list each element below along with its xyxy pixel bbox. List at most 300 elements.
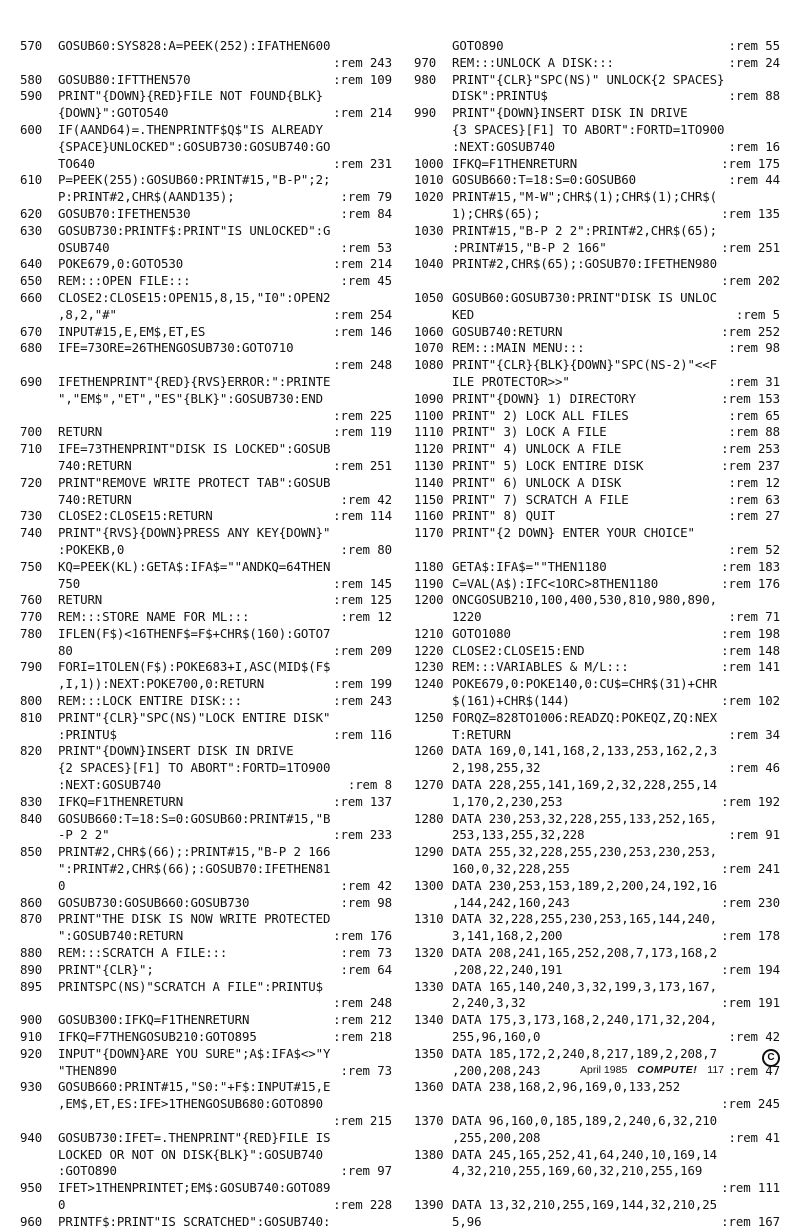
- code-line: [20, 340, 392, 357]
- code-text: 740:RETURN: [58, 491, 132, 507]
- line-number: [20, 492, 58, 509]
- code-text: RETURN: [58, 424, 103, 440]
- line-number: 1360: [414, 1079, 444, 1095]
- line-number: [20, 1163, 58, 1180]
- line-number: 630: [20, 222, 43, 238]
- code-text: DATA 228,255,141,169,2,32,228,255,14: [452, 777, 717, 793]
- code-line: [414, 928, 780, 945]
- checksum-rem: :rem 243: [333, 54, 392, 70]
- code-text: INPUT#15,E,EM$,ET,ES: [58, 323, 206, 339]
- line-number: 670: [20, 323, 43, 339]
- line-number: [20, 1063, 58, 1080]
- checksum-rem: :rem 109: [333, 71, 392, 87]
- checksum-rem: :rem 114: [333, 508, 392, 524]
- checksum-rem: [386, 559, 392, 576]
- line-number: [414, 995, 452, 1012]
- code-text: :PRINT#15,"B-P 2 166": [452, 239, 607, 255]
- checksum-rem: :rem 228: [333, 1196, 392, 1212]
- code-line: [20, 1113, 392, 1130]
- line-number: [20, 458, 58, 475]
- code-line: [414, 609, 780, 626]
- line-number: 1240: [414, 676, 444, 692]
- checksum-rem: :rem 248: [333, 995, 392, 1011]
- code-text: DATA 13,32,210,255,169,144,32,210,25: [452, 1196, 717, 1212]
- checksum-rem: :rem 176: [333, 928, 392, 944]
- code-text: $(161)+CHR$(144): [452, 693, 570, 709]
- code-line: [20, 643, 392, 660]
- checksum-rem: [386, 811, 392, 828]
- code-text: DATA 230,253,153,189,2,200,24,192,16: [452, 877, 717, 893]
- code-line: [20, 240, 392, 257]
- code-text: DATA 165,140,240,3,32,199,3,173,167,: [452, 978, 717, 994]
- line-number: 1250: [414, 709, 444, 725]
- code-line: [20, 475, 392, 492]
- code-line: [20, 458, 392, 475]
- code-line: [20, 995, 392, 1012]
- checksum-rem: [774, 743, 780, 760]
- code-text: ,EM$,ET,ES:IFE>1THENGOSUB680:GOTO890: [58, 1096, 323, 1112]
- code-text: INPUT"{DOWN}ARE YOU SURE";A$:IFA$<>"Y: [58, 1045, 331, 1061]
- line-number: [20, 1096, 58, 1113]
- code-text: REM:::UNLOCK A DISK:::: [452, 54, 614, 70]
- line-number: 950: [20, 1180, 43, 1196]
- checksum-rem: :rem 12: [340, 609, 392, 625]
- checksum-rem: :rem 199: [333, 676, 392, 692]
- code-text: DATA 32,228,255,230,253,165,144,240,: [452, 911, 717, 927]
- code-line: [20, 307, 392, 324]
- checksum-rem: :rem 53: [340, 239, 392, 255]
- line-number: 860: [20, 894, 43, 910]
- code-text: GOSUB730:GOSUB660:GOSUB730: [58, 894, 250, 910]
- checksum-rem: :rem 141: [721, 659, 780, 675]
- code-line: [20, 542, 392, 559]
- code-text: REM:::LOCK ENTIRE DISK:::: [58, 693, 242, 709]
- checksum-rem: :rem 31: [728, 373, 780, 389]
- checksum-rem: [386, 760, 392, 777]
- code-text: REM:::STORE NAME FOR ML:::: [58, 609, 250, 625]
- code-text: ,144,242,160,243: [452, 894, 570, 910]
- line-number: 590: [20, 88, 43, 104]
- checksum-rem: [386, 1079, 392, 1096]
- code-text: IFKQ=F1THENRETURN: [452, 155, 578, 171]
- line-number: 990: [414, 105, 437, 121]
- code-line: [414, 861, 780, 878]
- code-line: [414, 139, 780, 156]
- code-line: [414, 458, 780, 475]
- code-line: [20, 189, 392, 206]
- code-line: [414, 693, 780, 710]
- line-number: [414, 1096, 452, 1113]
- checksum-rem: :rem 45: [340, 273, 392, 289]
- checksum-rem: :rem 145: [333, 575, 392, 591]
- code-text: POKE679,0:POKE140,0:CU$=CHR$(31)+CHR: [452, 676, 717, 692]
- end-of-listing-mark: C: [762, 1049, 780, 1067]
- code-line: [414, 374, 780, 391]
- line-number: 680: [20, 340, 43, 356]
- line-number: 1000: [414, 155, 444, 171]
- checksum-rem: :rem 24: [728, 54, 780, 70]
- checksum-rem: :rem 135: [721, 205, 780, 221]
- line-number: [414, 693, 452, 710]
- checksum-rem: :rem 251: [721, 239, 780, 255]
- line-number: [20, 55, 58, 72]
- code-text: GOSUB60:SYS828:A=PEEK(252):IFATHEN600: [58, 38, 331, 53]
- line-number: 600: [20, 121, 43, 137]
- code-text: ","EM$","ET","ES"{BLK}":GOSUB730:END: [58, 390, 323, 406]
- checksum-rem: [774, 979, 780, 996]
- code-line: [20, 1096, 392, 1113]
- code-line: [20, 525, 392, 542]
- code-text: KED: [452, 306, 475, 322]
- code-text: 1220: [452, 609, 482, 625]
- code-line: [20, 1180, 392, 1197]
- checksum-rem: [774, 811, 780, 828]
- checksum-rem: :rem 34: [728, 726, 780, 742]
- line-number: [414, 1163, 452, 1180]
- code-line: [414, 156, 780, 173]
- line-number: 570: [20, 38, 43, 53]
- code-line: [414, 676, 780, 693]
- code-line: [20, 945, 392, 962]
- code-text: ":PRINT#2,CHR$(66);:GOSUB70:IFETHEN81: [58, 861, 331, 877]
- line-number: 910: [20, 1029, 43, 1045]
- line-number: 870: [20, 911, 43, 927]
- code-line: [414, 962, 780, 979]
- code-text: GOSUB730:IFET=.THENPRINT"{RED}FILE IS: [58, 1129, 331, 1145]
- code-text: ILE PROTECTOR>>": [452, 373, 570, 389]
- checksum-rem: :rem 65: [728, 407, 780, 423]
- code-line: [20, 290, 392, 307]
- code-text: 80: [58, 642, 73, 658]
- code-text: 2,240,3,32: [452, 995, 526, 1011]
- code-line: [20, 1147, 392, 1164]
- line-number: 1310: [414, 911, 444, 927]
- checksum-rem: :rem 137: [333, 793, 392, 809]
- checksum-rem: :rem 119: [333, 424, 392, 440]
- code-line: [414, 1029, 780, 1046]
- line-number: [20, 676, 58, 693]
- code-text: ONCGOSUB210,100,400,530,810,980,890,: [452, 592, 717, 608]
- listing-column-right: [414, 38, 780, 1231]
- code-text: PRINT"{DOWN}INSERT DISK IN DRIVE: [452, 105, 688, 121]
- code-text: PRINT"REMOVE WRITE PROTECT TAB":GOSUB: [58, 474, 331, 490]
- code-text: [452, 1180, 715, 1197]
- checksum-rem: :rem 42: [340, 877, 392, 893]
- code-line: [20, 911, 392, 928]
- code-line: [414, 1012, 780, 1029]
- checksum-rem: :rem 88: [728, 424, 780, 440]
- checksum-rem: :rem 16: [728, 138, 780, 154]
- code-text: [58, 1113, 327, 1130]
- code-text: 740:RETURN: [58, 457, 132, 473]
- line-number: 1180: [414, 558, 444, 574]
- line-number: 1390: [414, 1196, 444, 1212]
- code-text: RETURN: [58, 592, 103, 608]
- checksum-rem: [386, 391, 392, 408]
- checksum-rem: :rem 167: [721, 1213, 780, 1229]
- code-text: CLOSE2:CLOSE15:END: [452, 642, 585, 658]
- code-text: DATA 169,0,141,168,2,133,253,162,2,3: [452, 743, 717, 759]
- code-line: [20, 1197, 392, 1214]
- code-text: [452, 273, 715, 290]
- checksum-rem: :rem 73: [340, 1062, 392, 1078]
- checksum-rem: [386, 290, 392, 307]
- code-text: GOSUB300:IFKQ=F1THENRETURN: [58, 1012, 250, 1028]
- line-number: [414, 38, 452, 55]
- code-text: PRINT"{CLR}"SPC(NS)"LOCK ENTIRE DISK": [58, 709, 331, 725]
- line-number: 580: [20, 71, 43, 87]
- code-line: [20, 626, 392, 643]
- line-number: [414, 794, 452, 811]
- line-number: 960: [20, 1213, 43, 1229]
- code-text: GOSUB70:IFETHEN530: [58, 205, 191, 221]
- line-number: 850: [20, 844, 43, 860]
- line-number: [20, 139, 58, 156]
- code-text: 750: [58, 575, 81, 591]
- checksum-rem: [386, 911, 392, 928]
- code-text: C=VAL(A$):IFC<1ORC>8THEN1180: [452, 575, 659, 591]
- code-line: [414, 307, 780, 324]
- line-number: 1120: [414, 441, 444, 457]
- code-line: [414, 424, 780, 441]
- code-text: [58, 55, 327, 72]
- code-text: ,208,22,240,191: [452, 961, 563, 977]
- checksum-rem: :rem 191: [721, 995, 780, 1011]
- line-number: 1170: [414, 525, 444, 541]
- checksum-rem: [774, 676, 780, 693]
- code-text: 4,32,210,255,169,60,32,210,255,169: [452, 1163, 703, 1179]
- line-number: 1350: [414, 1045, 444, 1061]
- code-text: 5,96: [452, 1213, 482, 1229]
- line-number: 890: [20, 961, 43, 977]
- code-line: [414, 1197, 780, 1214]
- code-text: 253,133,255,32,228: [452, 827, 585, 843]
- code-text: PRINT" 2) LOCK ALL FILES: [452, 407, 629, 423]
- code-line: [20, 139, 392, 156]
- line-number: 1380: [414, 1146, 444, 1162]
- code-text: PRINT" 7) SCRATCH A FILE: [452, 491, 629, 507]
- code-text: ,200,208,243: [452, 1062, 541, 1078]
- code-text: POKE679,0:GOTO530: [58, 256, 184, 272]
- code-line: [20, 391, 392, 408]
- code-line: [20, 760, 392, 777]
- checksum-rem: [386, 710, 392, 727]
- checksum-rem: [774, 256, 780, 273]
- line-number: [414, 139, 452, 156]
- checksum-rem: :rem 98: [340, 894, 392, 910]
- checksum-rem: :rem 73: [340, 945, 392, 961]
- code-text: DATA 96,160,0,185,189,2,240,6,32,210: [452, 1113, 717, 1128]
- code-text: PRINT#15,"B-P 2 2":PRINT#2,CHR$(65);: [452, 222, 717, 238]
- line-number: 1130: [414, 457, 444, 473]
- code-text: :PRINTU$: [58, 726, 117, 742]
- code-line: [414, 240, 780, 257]
- line-number: 830: [20, 793, 43, 809]
- line-number: 640: [20, 256, 43, 272]
- line-number: 700: [20, 424, 43, 440]
- checksum-rem: [774, 592, 780, 609]
- line-number: 1040: [414, 256, 444, 272]
- checksum-rem: [386, 223, 392, 240]
- checksum-rem: [386, 525, 392, 542]
- line-number: 750: [20, 558, 43, 574]
- code-line: [414, 542, 780, 559]
- line-number: [414, 273, 452, 290]
- line-number: 1150: [414, 491, 444, 507]
- checksum-rem: :rem 55: [728, 38, 780, 53]
- code-text: REM:::SCRATCH A FILE:::: [58, 945, 228, 961]
- line-number: [20, 408, 58, 425]
- code-text: IF(AAND64)=.THENPRINTF$Q$"IS ALREADY: [58, 121, 323, 137]
- checksum-rem: :rem 97: [340, 1163, 392, 1179]
- code-text: LOCKED OR NOT ON DISK{BLK}":GOSUB740: [58, 1146, 323, 1162]
- issue-date: April 1985: [580, 1064, 628, 1076]
- checksum-rem: :rem 218: [333, 1029, 392, 1045]
- checksum-rem: [774, 525, 780, 542]
- code-line: [20, 508, 392, 525]
- code-text: DATA 230,253,32,228,255,133,252,165,: [452, 810, 717, 826]
- code-line: [414, 592, 780, 609]
- code-text: 0: [58, 877, 66, 893]
- checksum-rem: :rem 214: [333, 105, 392, 121]
- checksum-rem: [774, 1147, 780, 1164]
- code-line: [20, 357, 392, 374]
- code-line: [20, 273, 392, 290]
- checksum-rem: [774, 105, 780, 122]
- checksum-rem: [386, 743, 392, 760]
- code-text: DATA 185,172,2,240,8,217,189,2,208,7: [452, 1045, 717, 1061]
- code-line: [20, 895, 392, 912]
- code-line: [20, 777, 392, 794]
- checksum-rem: :rem 153: [721, 390, 780, 406]
- code-line: [20, 844, 392, 861]
- line-number: [414, 827, 452, 844]
- code-text: PRINTSPC(NS)"SCRATCH A FILE":PRINTU$: [58, 978, 323, 994]
- code-text: FORQZ=828TO1006:READZQ:POKEQZ,ZQ:NEX: [452, 709, 717, 725]
- code-line: [414, 1214, 780, 1231]
- line-number: 920: [20, 1045, 43, 1061]
- code-line: [414, 727, 780, 744]
- code-text: PRINT"{DOWN}{RED}FILE NOT FOUND{BLK}: [58, 88, 323, 104]
- code-text: ,8,2,"#": [58, 306, 117, 322]
- code-line: [414, 105, 780, 122]
- line-number: 790: [20, 659, 43, 675]
- checksum-rem: [774, 1012, 780, 1029]
- code-line: [20, 928, 392, 945]
- line-number: [414, 88, 452, 105]
- code-line: [20, 408, 392, 425]
- checksum-rem: :rem 245: [721, 1096, 780, 1112]
- line-number: [414, 374, 452, 391]
- code-text: GOSUB60:GOSUB730:PRINT"DISK IS UNLOC: [452, 289, 717, 305]
- line-number: 770: [20, 609, 43, 625]
- code-line: [414, 945, 780, 962]
- code-line: [20, 88, 392, 105]
- code-line: [20, 441, 392, 458]
- code-line: [20, 324, 392, 341]
- code-text: PRINT" 5) LOCK ENTIRE DISK: [452, 457, 644, 473]
- line-number: [20, 995, 58, 1012]
- line-number: 1020: [414, 189, 444, 205]
- line-number: 1090: [414, 390, 444, 406]
- code-line: [414, 256, 780, 273]
- line-number: [414, 122, 452, 139]
- line-number: 660: [20, 289, 43, 305]
- code-text: GOTO1080: [452, 625, 511, 641]
- checksum-rem: :rem 192: [721, 793, 780, 809]
- line-number: 1100: [414, 407, 444, 423]
- line-number: [414, 1063, 452, 1080]
- code-line: [20, 1214, 392, 1231]
- checksum-rem: [386, 1147, 392, 1164]
- line-number: 690: [20, 373, 43, 389]
- line-number: [20, 576, 58, 593]
- code-text: IFET>1THENPRINTET;EM$:GOSUB740:GOTO89: [58, 1180, 331, 1196]
- line-number: 820: [20, 743, 43, 759]
- line-number: 740: [20, 525, 43, 541]
- listing-column-left: [20, 38, 392, 1231]
- line-number: [414, 307, 452, 324]
- line-number: 1370: [414, 1113, 444, 1128]
- checksum-rem: [774, 844, 780, 861]
- checksum-rem: :rem 209: [333, 642, 392, 658]
- checksum-rem: :rem 102: [721, 693, 780, 709]
- code-line: [414, 878, 780, 895]
- checksum-rem: :rem 254: [333, 306, 392, 322]
- checksum-rem: [386, 1214, 392, 1231]
- code-line: [20, 1079, 392, 1096]
- line-number: 1220: [414, 642, 444, 658]
- page-footer: [580, 1064, 780, 1076]
- line-number: 1210: [414, 625, 444, 641]
- line-number: 900: [20, 1012, 43, 1028]
- checksum-rem: :rem 71: [728, 609, 780, 625]
- line-number: [20, 643, 58, 660]
- code-line: [414, 979, 780, 996]
- code-text: PRINT"{2 DOWN} ENTER YOUR CHOICE": [452, 525, 695, 541]
- code-line: [414, 38, 780, 55]
- line-number: 1290: [414, 844, 444, 860]
- checksum-rem: :rem 243: [333, 693, 392, 709]
- line-number: [414, 928, 452, 945]
- code-text: PRINT" 4) UNLOCK A FILE: [452, 441, 622, 457]
- line-number: 810: [20, 709, 43, 725]
- code-text: PRINT"THE DISK IS NOW WRITE PROTECTED: [58, 911, 331, 927]
- checksum-rem: [386, 38, 392, 55]
- line-number: 1340: [414, 1012, 444, 1028]
- code-text: 3,141,168,2,200: [452, 928, 563, 944]
- checksum-rem: :rem 8: [347, 777, 392, 793]
- line-number: 1070: [414, 340, 444, 356]
- checksum-rem: :rem 52: [728, 541, 780, 557]
- line-number: [20, 307, 58, 324]
- code-text: PRINT" 6) UNLOCK A DISK: [452, 474, 622, 490]
- code-text: GOSUB660:PRINT#15,"S0:"+F$:INPUT#15,E: [58, 1079, 331, 1095]
- magazine-name: COMPUTE!: [637, 1064, 698, 1076]
- checksum-rem: [774, 878, 780, 895]
- line-number: 1260: [414, 743, 444, 759]
- checksum-rem: [774, 223, 780, 240]
- checksum-rem: :rem 251: [333, 457, 392, 473]
- code-line: [20, 1046, 392, 1063]
- code-text: [452, 1096, 715, 1113]
- code-text: PRINT"{CLR}{BLK}{DOWN}"SPC(NS-2)"<<F: [452, 357, 717, 373]
- checksum-rem: :rem 178: [721, 928, 780, 944]
- code-text: IFETHENPRINT"{RED}{RVS}ERROR:":PRINTE: [58, 373, 331, 389]
- line-number: 1270: [414, 777, 444, 793]
- code-line: [20, 1029, 392, 1046]
- checksum-rem: :rem 88: [728, 88, 780, 104]
